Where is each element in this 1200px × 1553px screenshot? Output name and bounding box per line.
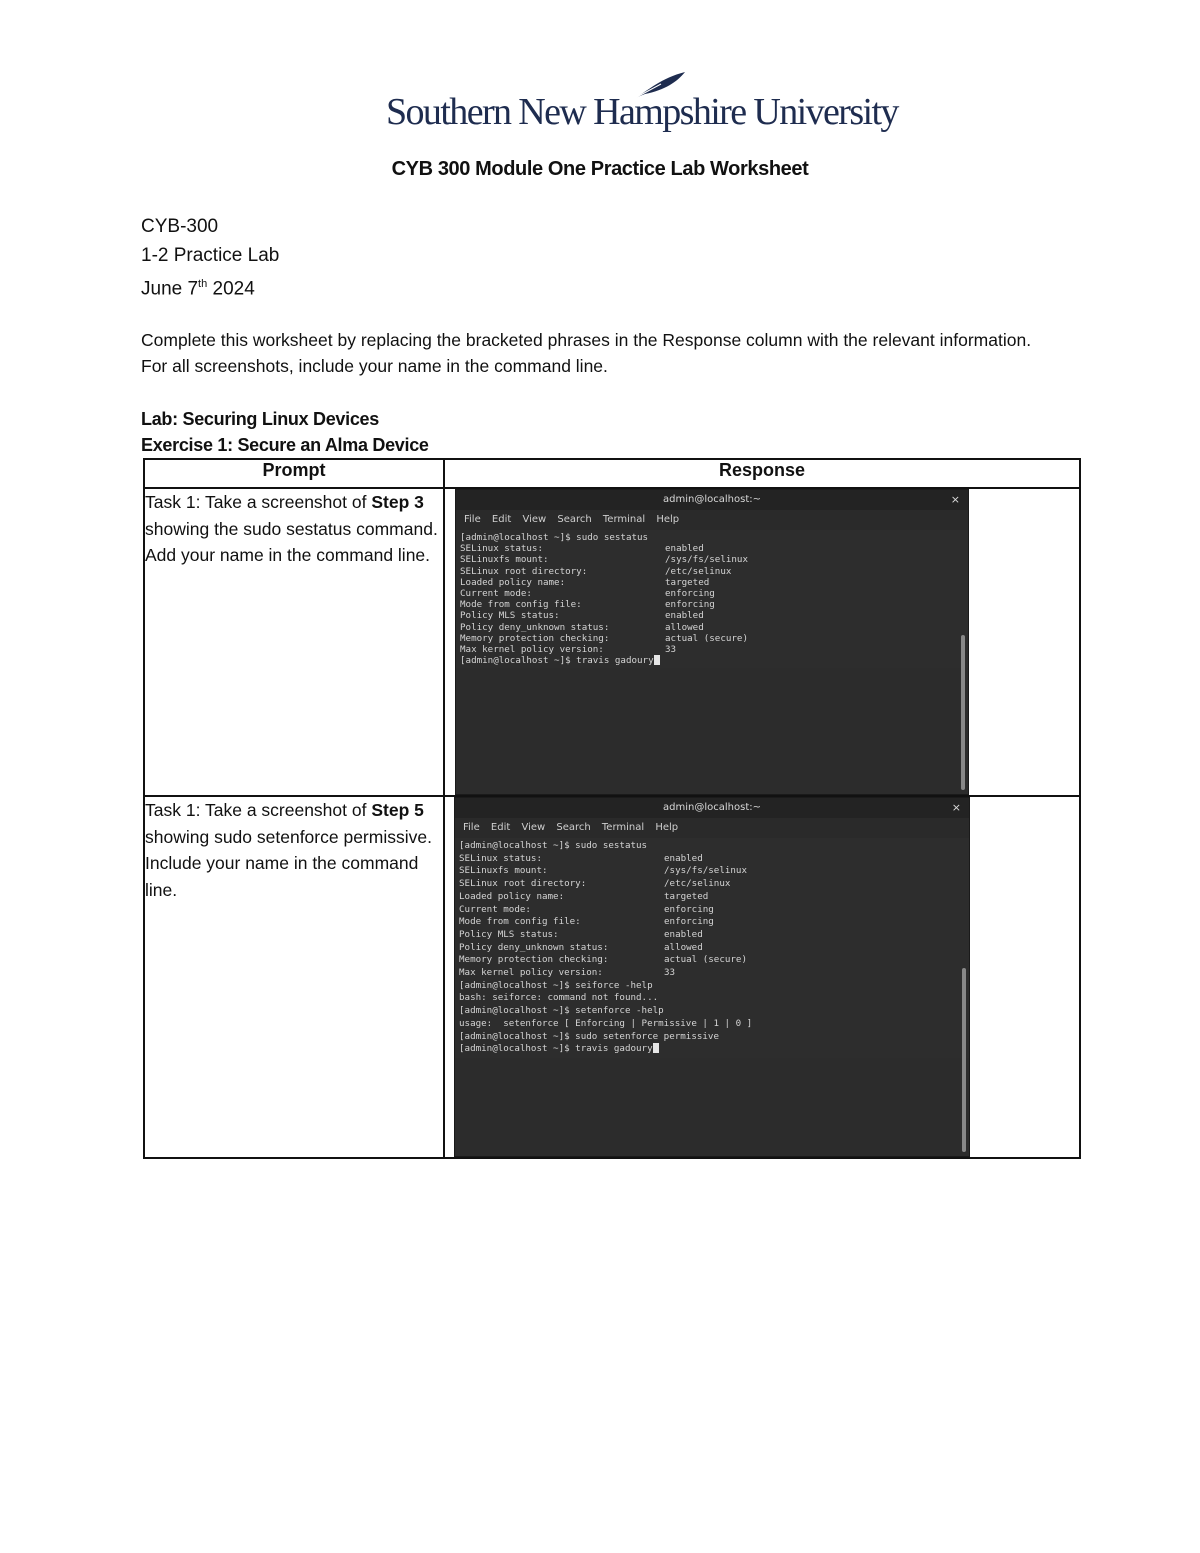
terminal-line: Max kernel policy version: 33 bbox=[460, 644, 677, 656]
terminal-title-bar: admin@localhost:~ × bbox=[455, 798, 969, 818]
close-icon: × bbox=[950, 493, 960, 506]
worksheet-title: CYB 300 Module One Practice Lab Worksheet bbox=[391, 158, 809, 180]
terminal-line: Loaded policy name: targeted bbox=[459, 890, 709, 902]
terminal-screenshot bbox=[454, 797, 970, 1157]
prompt-column-header: Prompt bbox=[144, 459, 444, 488]
terminal-line: Mode from config file: enforcing bbox=[459, 916, 714, 928]
terminal-line: Max kernel policy version: 33 bbox=[459, 967, 676, 979]
course-code: CYB-300 bbox=[141, 216, 219, 237]
prompt-cell: Task 1: Take a screenshot of Step 3 showing the sudo sestatus command. Add your name in the command line. bbox=[144, 488, 444, 796]
terminal-line: [admin@localhost ~]$ travis gadoury bbox=[459, 1043, 965, 1056]
terminal-menu-bar: File Edit View Search Terminal Help bbox=[456, 510, 968, 530]
terminal-line: Policy MLS status: enabled bbox=[459, 928, 703, 940]
prompt-cell: Task 1: Take a screenshot of Step 5 showing sudo setenforce permissive. Include your name in the command line. bbox=[144, 796, 444, 1158]
terminal-line: SELinux status: enabled bbox=[460, 543, 704, 555]
terminal-line: [admin@localhost ~]$ setenforce -help bbox=[459, 1005, 664, 1017]
worksheet-meta bbox=[141, 213, 279, 304]
response-column-header: Response bbox=[444, 459, 1080, 488]
terminal-line: [admin@localhost ~]$ seiforce -help bbox=[459, 979, 653, 991]
terminal-title-bar: admin@localhost:~ × bbox=[456, 490, 968, 510]
terminal-line: SELinux status: enabled bbox=[459, 852, 703, 864]
terminal-output bbox=[456, 530, 968, 668]
lab-heading bbox=[141, 406, 429, 458]
terminal-line: [admin@localhost ~]$ sudo sestatus bbox=[460, 532, 649, 543]
terminal-line: SELinuxfs mount: /sys/fs/selinux bbox=[459, 865, 747, 877]
terminal-line: [admin@localhost ~]$ sudo sestatus bbox=[459, 840, 648, 851]
logo-text: Southern New Hampshire University bbox=[386, 91, 898, 133]
terminal-line: Current mode: enforcing bbox=[459, 903, 714, 915]
terminal-line: Policy MLS status: enabled bbox=[460, 610, 704, 622]
terminal-line: Policy deny_unknown status: allowed bbox=[459, 941, 703, 953]
worksheet-table bbox=[143, 458, 1081, 1159]
terminal-menu-bar: File Edit View Search Terminal Help bbox=[455, 818, 969, 838]
terminal-line: SELinux root directory: /etc/selinux bbox=[460, 565, 732, 577]
cursor-icon bbox=[654, 655, 660, 665]
terminal-line: SELinuxfs mount: /sys/fs/selinux bbox=[460, 554, 748, 566]
terminal-line: Memory protection checking: actual (secure) bbox=[460, 632, 748, 644]
response-cell bbox=[444, 796, 1080, 1158]
terminal-line: [admin@localhost ~]$ sudo setenforce permissive bbox=[459, 1030, 719, 1042]
terminal-line: Mode from config file: enforcing bbox=[460, 599, 715, 611]
terminal-line: Current mode: enforcing bbox=[460, 588, 715, 600]
university-logo bbox=[386, 70, 898, 136]
table-header-row bbox=[144, 459, 1080, 488]
terminal-screenshot bbox=[455, 489, 969, 795]
terminal-line: Memory protection checking: actual (secure) bbox=[459, 954, 747, 966]
exercise-title: Exercise 1: Secure an Alma Device bbox=[141, 435, 429, 455]
terminal-output bbox=[455, 838, 969, 1058]
terminal-scrollbar bbox=[961, 635, 965, 790]
terminal-scrollbar bbox=[962, 968, 966, 1152]
terminal-line: Policy deny_unknown status: allowed bbox=[460, 621, 704, 633]
terminal-line: bash: seiforce: command not found... bbox=[459, 992, 659, 1004]
terminal-line: usage: setenforce [ Enforcing | Permissive | 1 | 0 ] bbox=[459, 1017, 753, 1029]
table-row bbox=[144, 796, 1080, 1158]
table-row bbox=[144, 488, 1080, 796]
terminal-line: [admin@localhost ~]$ travis gadoury bbox=[460, 655, 964, 666]
instructions-paragraph: Complete this worksheet by replacing the bracketed phrases in the Response column with the relevant information. For all screenshots, include your name in the command line. bbox=[141, 330, 1032, 376]
terminal-line: SELinux root directory: /etc/selinux bbox=[459, 878, 731, 890]
terminal-line: Loaded policy name: targeted bbox=[460, 576, 710, 588]
submission-date: June 7th 2024 bbox=[141, 278, 255, 300]
close-icon: × bbox=[951, 801, 961, 814]
lab-title: Lab: Securing Linux Devices bbox=[141, 409, 379, 429]
cursor-icon bbox=[653, 1043, 659, 1053]
response-cell bbox=[444, 488, 1080, 796]
assignment-name: 1-2 Practice Lab bbox=[141, 244, 280, 266]
